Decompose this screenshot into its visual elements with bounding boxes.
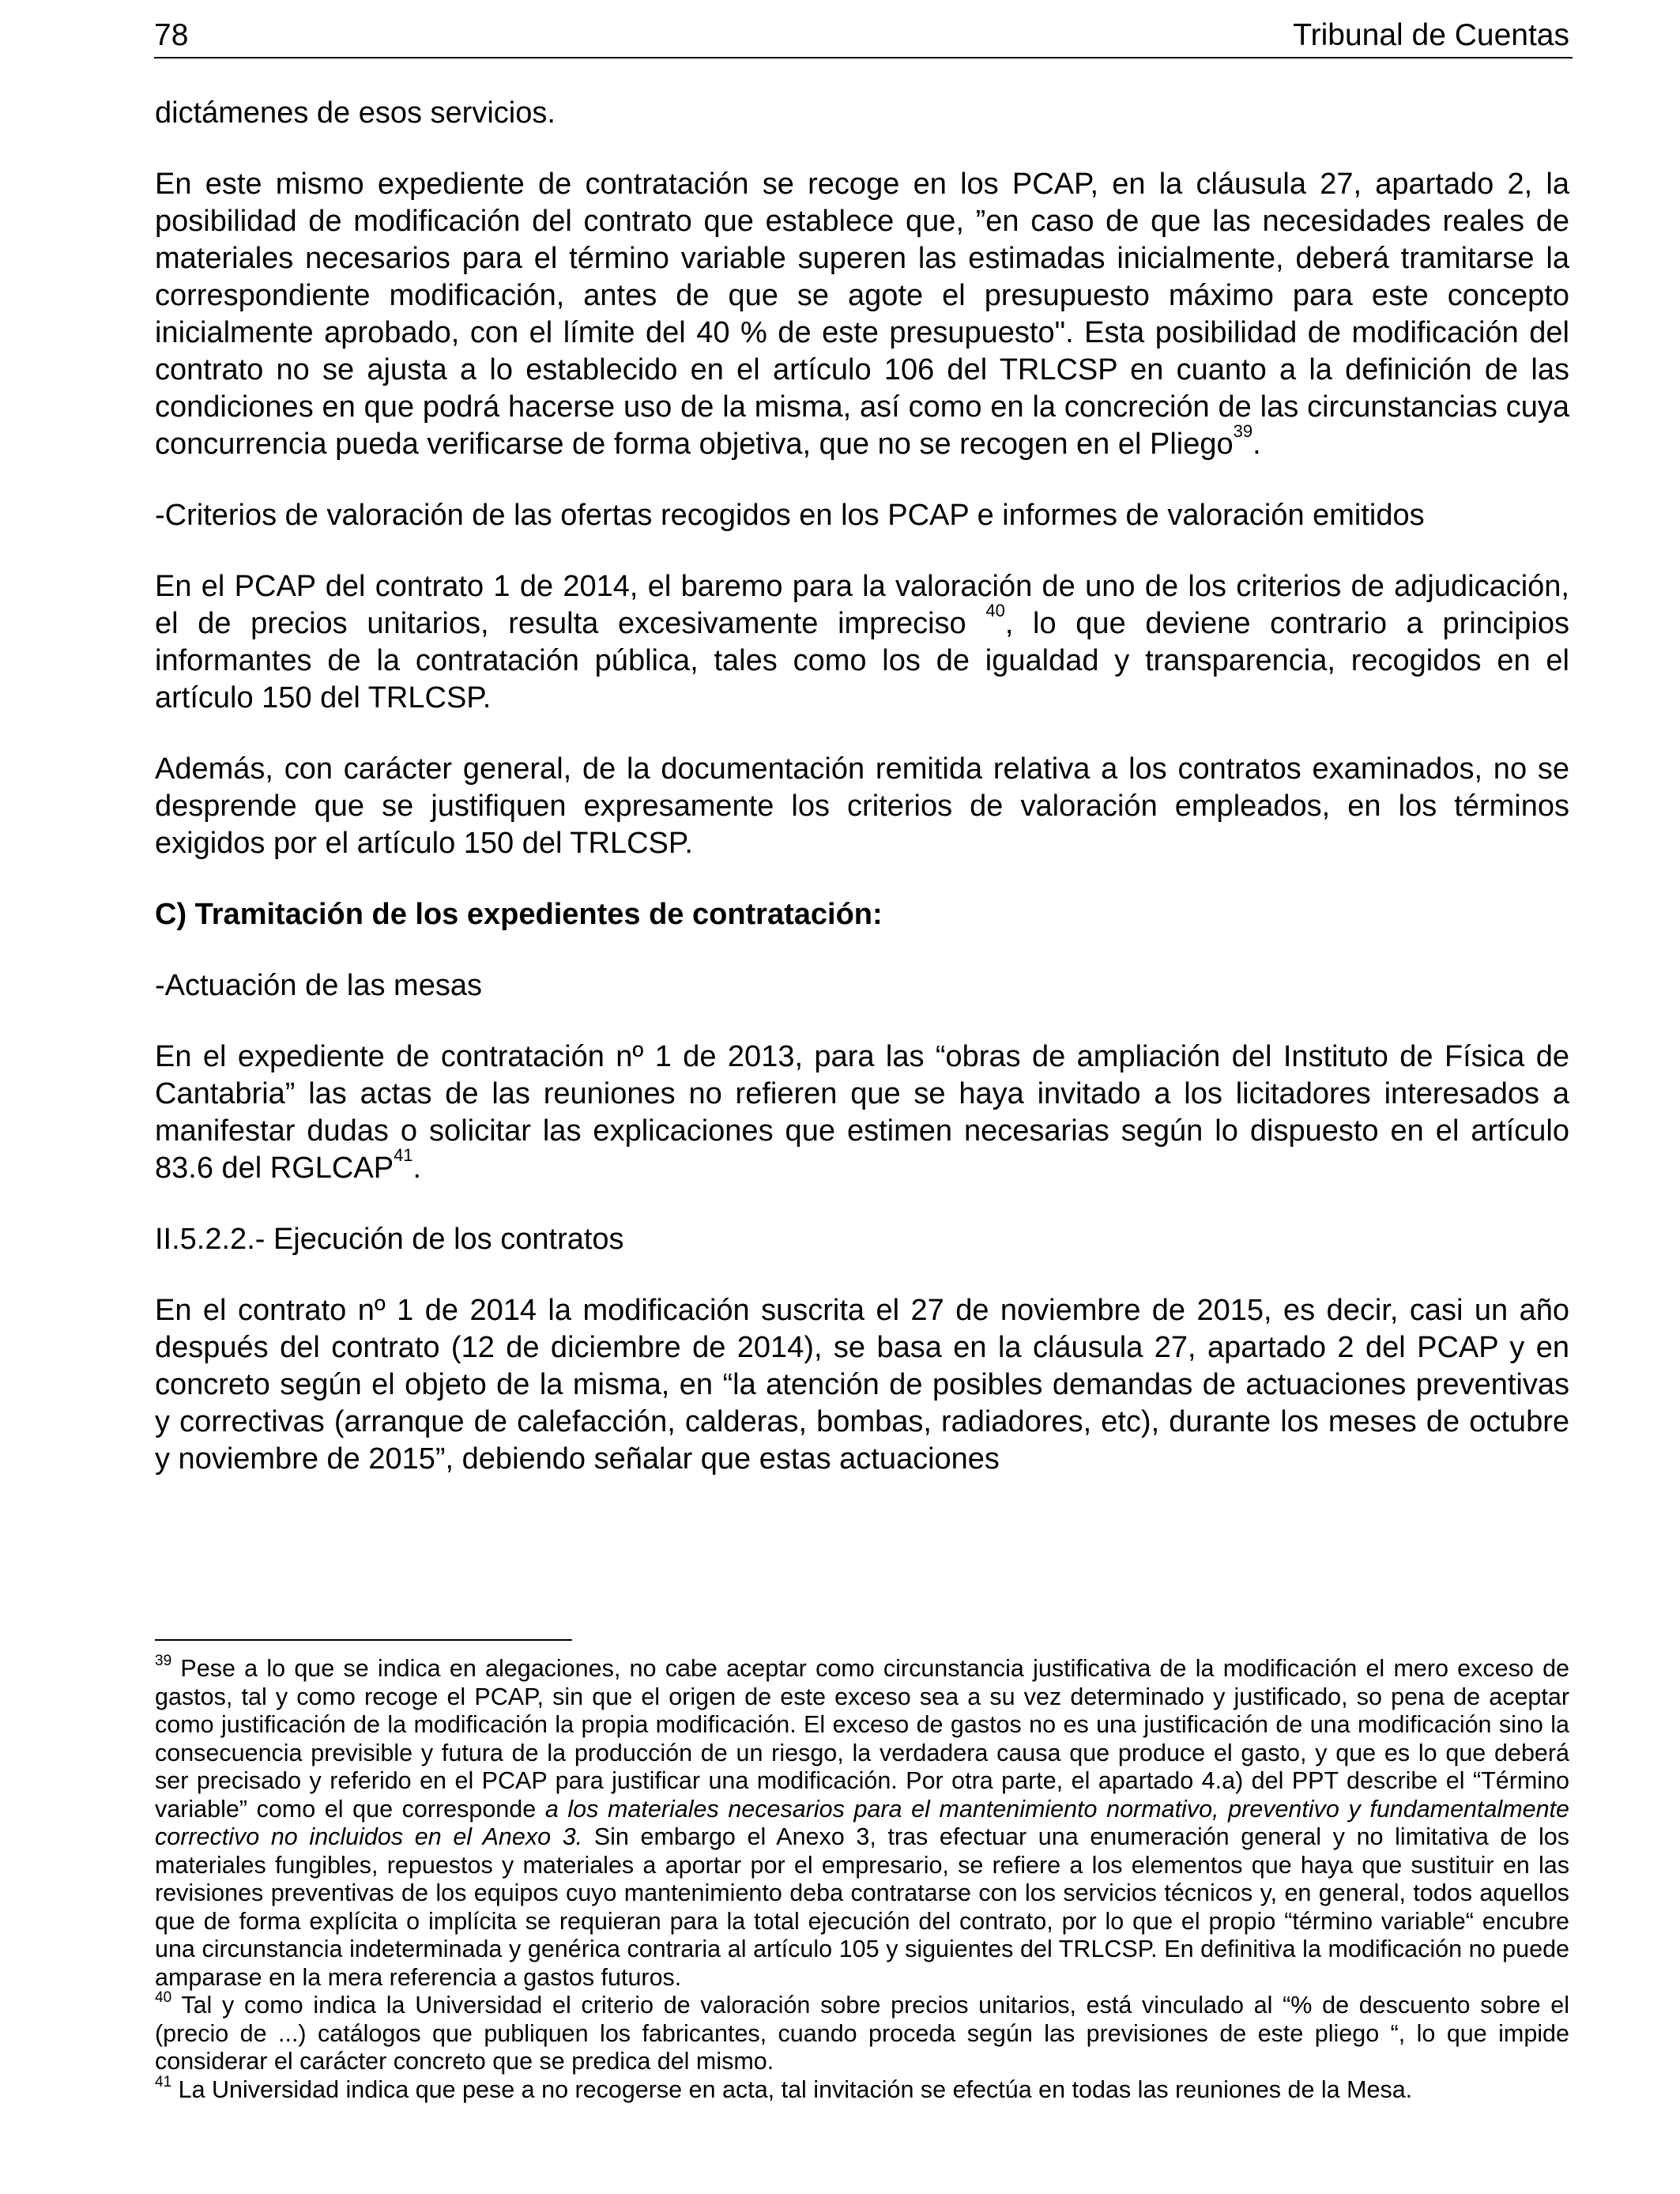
footnote-text: Tal y como indica la Universidad el criterio de valoración sobre precios unitarios, está vinculado al “% de descuento sobre el (precio de ...) catálogos que publiquen los fabricantes, cuando proceda según las previsiones de este pliego “, lo que impide considerar el carácter concreto que se predica del mismo.	[155, 1992, 1569, 2075]
page-header	[154, 16, 1573, 58]
footnote-text: La Universidad indica que pese a no recogerse en acta, tal invitación se efectúa en todas las reuniones de la Mesa.	[171, 2075, 1413, 2103]
subheading-ejecucion: II.5.2.2.- Ejecución de los contratos	[155, 1223, 624, 1256]
subheading-criteria: -Criterios de valoración de las ofertas recogidos en los PCAP e informes de valoración emitidos	[155, 499, 1425, 532]
section-heading-c: C) Tramitación de los expedientes de contratación:	[155, 898, 883, 931]
paragraph-expediente-2013	[155, 1039, 1569, 1187]
footnote-39	[155, 1652, 1569, 1992]
running-title: Tribunal de Cuentas	[1293, 18, 1569, 52]
footnotes	[155, 1652, 1569, 2104]
paragraph-continuation: dictámenes de esos servicios.	[155, 96, 556, 130]
paragraph-general: Además, con carácter general, de la documentación remitida relativa a los contratos examinados, no se desprende que se justifiquen expresamente los criterios de valoración empleados, en los términos exigidos por el artículo 150 del TRLCSP.	[155, 752, 1569, 860]
paragraph-end: .	[1252, 428, 1261, 461]
paragraph-end: .	[412, 1152, 422, 1185]
footnote-text: Pese a lo que se indica en alegaciones, no cabe aceptar como circunstancia justificativa de la modificación el mero exceso de gastos, tal y como recoge el PCAP, sin que el origen de este exceso sea a su vez determinado y justificado, so pena de aceptar como justificación de la modificación la propia modificación. El exceso de gastos no es una justificación de una modificación sino la consecuencia previsible y futura de la producción de un riesgo, la verdadera causa que produce el gasto, y que es lo que deberá ser precisado y referido en el PCAP para justificar una modificación. Por otra parte, el apartado 4.a) del PPT describe el “Término variable” como el que corresponde	[155, 1655, 1569, 1823]
footnote-41	[155, 2073, 1569, 2105]
footnote-quote: a los materiales necesarios para el mantenimiento normativo, preventivo y fundamentalmente correctivo no incluidos en el Anexo 3.	[155, 1795, 1569, 1850]
footnote-text-cont: Sin embargo el Anexo 3, tras efectuar una enumeración general y no limitativa de los materiales fungibles, repuestos y materiales a aportar por el empresario, se refiere a los elementos que haya que sustituir en las revisiones preventivas de los equipos cuyo mantenimiento deba contratarse con los servicios técnicos y, en general, todos aquellos que de forma explícita o implícita se requieran para la total ejecución del contrato, por lo que el propio “término variable“ encubre una circunstancia indeterminada y genérica contraria al artículo 105 y siguientes del TRLCSP. En definitiva la modificación no puede amparase en la mera referencia a gastos futuros.	[155, 1823, 1569, 1991]
paragraph-text: En el expediente de contratación nº 1 de 2013, para las “obras de ampliación del Instituto de Física de Cantabria” las actas de las reuniones no refieren que se haya invitado a los licitadores interesados a manifestar dudas o solicitar las explicaciones que estimen necesarias según lo dispuesto en el artículo 83.6 del RGLCAP	[155, 1040, 1569, 1185]
footnote-number: 40	[155, 1989, 172, 2006]
paragraph-contrato-2014: En el contrato nº 1 de 2014 la modificación suscrita el 27 de noviembre de 2015, es decir, casi un año después del contrato (12 de diciembre de 2014), se basa en la cláusula 27, apartado 2 del PCAP y en concreto según el objeto de la misma, en “la atención de posibles demandas de actuaciones preventivas y correctivas (arranque de calefacción, calderas, bombas, radiadores, etc), durante los meses de octubre y noviembre de 2015”, debiendo señalar que estas actuaciones	[155, 1294, 1569, 1476]
paragraph-modification-clause	[155, 166, 1569, 463]
paragraph-text: En este mismo expediente de contratación se recoge en los PCAP, en la cláusula 27, apartado 2, la posibilidad de modificación del contrato que establece que, ”en caso de que las necesidades reales de materiales necesarios para el término variable superen las estimadas inicialmente, deberá tramitarse la correspondiente modificación, antes de que se agote el presupuesto máximo para este concepto inicialmente aprobado, con el límite del 40 % de este presupuesto". Esta posibilidad de modificación del contrato no se ajusta a lo establecido en el artículo 106 del TRLCSP en cuanto a la definición de las condiciones en que podrá hacerse uso de la misma, así como en la concreción de las circunstancias cuya concurrencia pueda verificarse de forma objetiva, que no se recogen en el Pliego	[155, 168, 1569, 461]
body-text	[155, 95, 1569, 1478]
paragraph-text-cont: , lo que deviene contrario a principios informantes de la contratación pública, tales como los de igualdad y transparencia, recogidos en el artículo 150 del TRLCSP.	[155, 607, 1569, 714]
footnote-number: 41	[155, 2073, 172, 2090]
paragraph-pcap-2014	[155, 568, 1569, 717]
page-number: 78	[154, 18, 189, 52]
footnote-ref-39[interactable]: 39	[1233, 421, 1253, 442]
footnote-number: 39	[155, 1652, 172, 1669]
subheading-mesas: -Actuación de las mesas	[155, 969, 482, 1002]
footnote-40	[155, 1989, 1569, 2076]
footnote-ref-40[interactable]: 40	[985, 601, 1005, 621]
footnote-ref-41[interactable]: 41	[394, 1145, 413, 1166]
footnote-separator	[155, 1639, 572, 1641]
paragraph-text: En el PCAP del contrato 1 de 2014, el baremo para la valoración de uno de los criterios de adjudicación, el de precios unitarios, resulta excesivamente impreciso	[155, 570, 1569, 640]
